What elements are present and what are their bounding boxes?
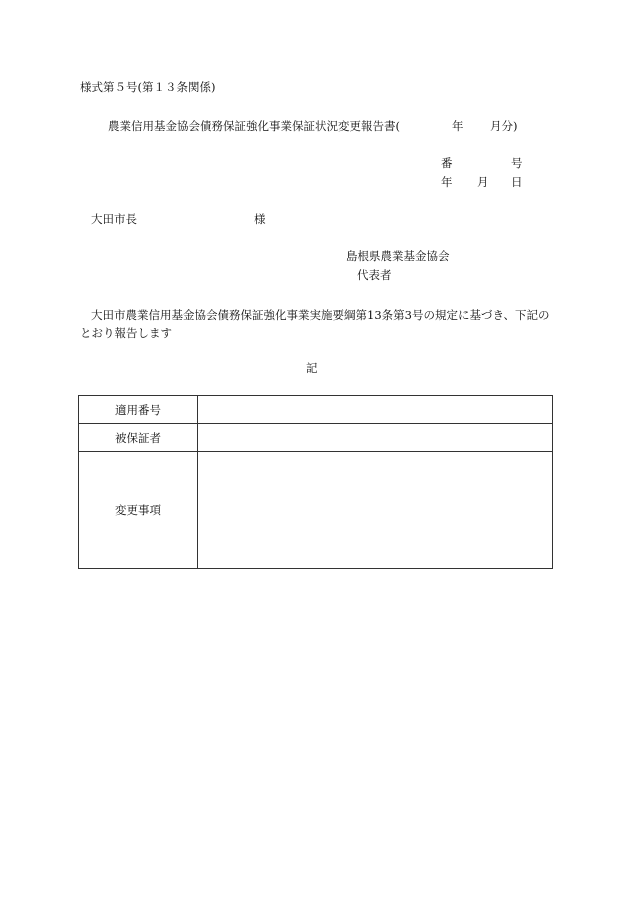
sender-organization: 島根県農業基金協会 xyxy=(346,249,450,263)
form-label: 様式第５号(第１３条関係) xyxy=(80,80,216,94)
table-row xyxy=(79,396,553,424)
title-month-label: 月分) xyxy=(490,119,518,133)
date-year-label: 年 xyxy=(441,175,453,189)
sender-representative: 代表者 xyxy=(357,268,392,282)
table-label-cell: 変更事項 xyxy=(79,452,198,569)
date-day-label: 日 xyxy=(511,175,523,189)
document-title: 農業信用基金協会債務保証強化事業保証状況変更報告書( xyxy=(108,119,400,133)
info-table xyxy=(78,395,553,569)
reference-number-label: 番 xyxy=(441,156,453,170)
body-text: 大田市農業信用基金協会債務保証強化事業実施要綱第13条第3号の規定に基づき、下記のとおり報告します xyxy=(80,308,550,340)
ki-heading: 記 xyxy=(306,361,318,375)
table-label-cell: 適用番号 xyxy=(79,396,198,424)
table-value-cell[interactable] xyxy=(198,396,553,424)
reference-go-label: 号 xyxy=(511,156,523,170)
table-row xyxy=(79,452,553,569)
addressee-name: 大田市長 xyxy=(91,212,137,226)
table-value-cell[interactable] xyxy=(198,424,553,452)
title-year-label: 年 xyxy=(452,119,464,133)
table-row xyxy=(79,424,553,452)
table-label-cell: 被保証者 xyxy=(79,424,198,452)
date-month-label: 月 xyxy=(477,175,489,189)
table-value-cell[interactable] xyxy=(198,452,553,569)
addressee-honorific: 様 xyxy=(254,212,266,226)
